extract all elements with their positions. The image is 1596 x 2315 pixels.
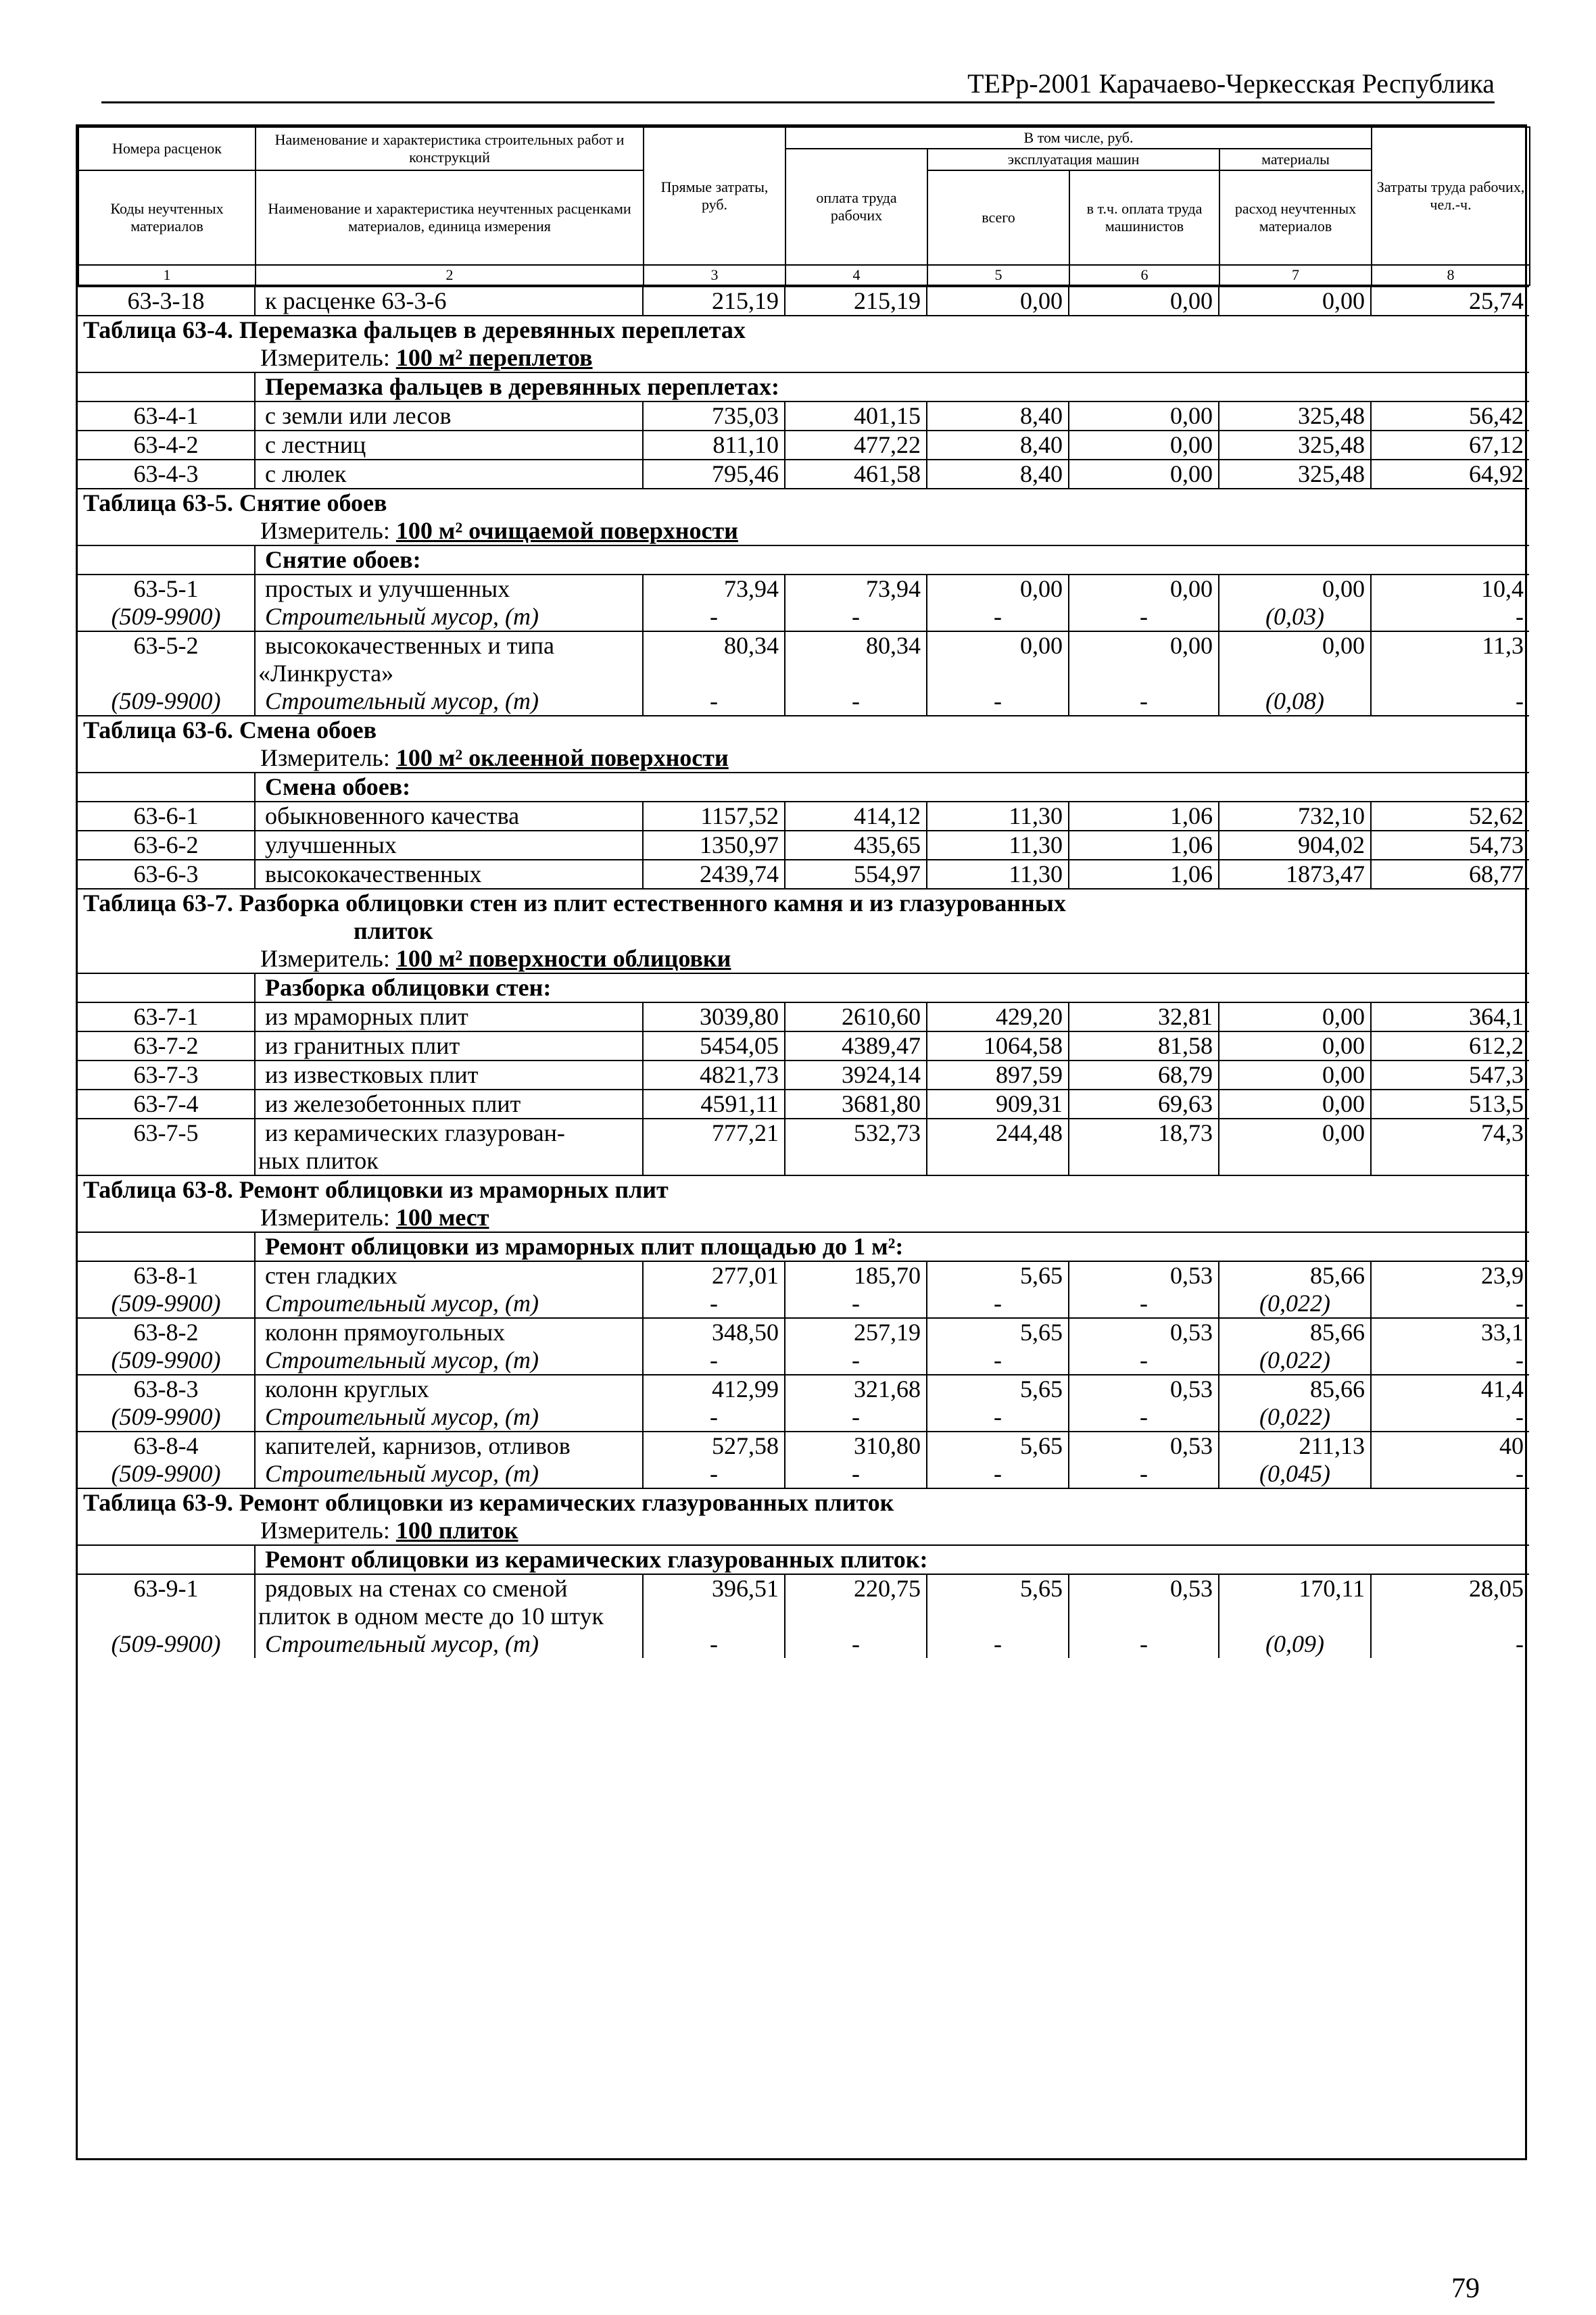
col-header-materials: материалы	[1219, 149, 1372, 170]
section-row: Разборка облицовки стен:	[78, 973, 1529, 1002]
table-row: 63-3-18 к расценке 63-3-6 215,19 215,19 0,00 0,00 0,00 25,74	[78, 287, 1529, 316]
table-title: Таблица 63-4. Перемазка фальцев в деревянных переплетах	[78, 316, 1529, 344]
table-row: 63-8-1 стен гладких 277,01 185,70 5,65 0,53 85,66 23,9	[78, 1261, 1529, 1290]
header-rule	[101, 101, 1495, 103]
col-header-including: В том числе, руб.	[785, 127, 1372, 149]
col-header-material-name: Наименование и характеристика неучтенных расценками материалов, единица измерения	[256, 170, 644, 265]
column-number-row: 1 2 3 4 5 6 7 8	[78, 265, 1530, 285]
table-row: 63-6-2 улучшенных 1350,97 435,65 11,30 1,06 904,02 54,73	[78, 831, 1529, 860]
col-header-material-codes: Коды неучтенных материалов	[78, 170, 256, 265]
table-row-continuation: плиток в одном месте до 10 штук	[78, 1603, 1529, 1630]
material-row: (509-9900) Строительный мусор, (т) - - - - (0,022) -	[78, 1346, 1529, 1375]
table-row: 63-4-1 с земли или лесов 735,03 401,15 8,40 0,00 325,48 56,42	[78, 401, 1529, 431]
table-row: 63-8-3 колонн круглых 412,99 321,68 5,65 0,53 85,66 41,4	[78, 1375, 1529, 1403]
col-header-material-use: расход неучтенных материалов	[1219, 170, 1372, 265]
section-row: Снятие обоев:	[78, 545, 1529, 575]
material-row: (509-9900) Строительный мусор, (т) - - - - (0,09) -	[78, 1630, 1529, 1658]
section-row: Смена обоев:	[78, 773, 1529, 802]
col-header-machines-total: всего	[927, 170, 1069, 265]
table-title: Таблица 63-8. Ремонт облицовки из мраморных плит	[78, 1175, 1529, 1204]
unit-line: Измеритель: 100 плиток	[260, 1516, 518, 1544]
table-row: 63-5-2 высококачественных и типа 80,34 80,34 0,00 0,00 0,00 11,3	[78, 631, 1529, 660]
table-row: 63-4-3 с люлек 795,46 461,58 8,40 0,00 325,48 64,92	[78, 460, 1529, 489]
unit-line: Измеритель: 100 м² оклеенной поверхности	[260, 744, 729, 771]
table-row: 63-6-3 высококачественных 2439,74 554,97 11,30 1,06 1873,47 68,77	[78, 860, 1529, 889]
table-row: 63-7-4 из железобетонных плит 4591,11 3681,80 909,31 69,63 0,00 513,5	[78, 1090, 1529, 1119]
table-row-continuation: «Линкруста»	[78, 660, 1529, 687]
price-table-body	[78, 286, 1529, 1658]
table-row: 63-8-4 капителей, карнизов, отливов 527,58 310,80 5,65 0,53 211,13 40	[78, 1432, 1529, 1460]
material-row: (509-9900) Строительный мусор, (т) - - - - (0,045) -	[78, 1460, 1529, 1488]
page-number: 79	[1451, 2273, 1480, 2304]
unit-line: Измеритель: 100 м² очищаемой поверхности	[260, 516, 738, 544]
column-header-table	[78, 126, 1530, 286]
col-header-rate-numbers: Номера расценок	[78, 127, 256, 170]
col-header-direct-costs: Прямые затраты, руб.	[644, 127, 785, 265]
table-title: Таблица 63-9. Ремонт облицовки из керамических глазурованных плиток	[78, 1488, 1529, 1517]
section-row: Ремонт облицовки из керамических глазурованных плиток:	[78, 1545, 1529, 1574]
table-title: Таблица 63-6. Смена обоев	[78, 716, 1529, 744]
table-row: 63-9-1 рядовых на стенах со сменой 396,51 220,75 5,65 0,53 170,11 28,05	[78, 1574, 1529, 1603]
table-row: 63-7-1 из мраморных плит 3039,80 2610,60 429,20 32,81 0,00 364,1	[78, 1002, 1529, 1031]
table-row: 63-7-2 из гранитных плит 5454,05 4389,47 1064,58 81,58 0,00 612,2	[78, 1031, 1529, 1061]
table-row: 63-7-5 из керамических глазурован- 777,21 532,73 244,48 18,73 0,00 74,3	[78, 1119, 1529, 1147]
col-header-machinist-wages: в т.ч. оплата труда машинистов	[1069, 170, 1219, 265]
table-row: 63-6-1 обыкновенного качества 1157,52 414,12 11,30 1,06 732,10 52,62	[78, 802, 1529, 831]
table-row: 63-5-1 простых и улучшенных 73,94 73,94 0,00 0,00 0,00 10,4	[78, 575, 1529, 603]
table-title: Таблица 63-7. Разборка облицовки стен из плит естественного камня и из глазурованных плиток	[78, 889, 1529, 945]
col-header-work-name: Наименование и характеристика строительных работ и конструкций	[256, 127, 644, 170]
table-row: 63-7-3 из известковых плит 4821,73 3924,14 897,59 68,79 0,00 547,3	[78, 1061, 1529, 1090]
table-row-continuation: ных плиток	[78, 1147, 1529, 1175]
table-row: 63-4-2 с лестниц 811,10 477,22 8,40 0,00 325,48 67,12	[78, 431, 1529, 460]
table-title: Таблица 63-5. Снятие обоев	[78, 489, 1529, 517]
col-header-labor-hours: Затраты труда рабочих, чел.-ч.	[1372, 127, 1530, 265]
col-header-machines: эксплуатация машин	[927, 149, 1219, 170]
section-row: Перемазка фальцев в деревянных переплетах:	[78, 372, 1529, 401]
page-header: ТЕРр-2001 Карачаево-Черкесская Республика	[967, 68, 1495, 99]
material-row: (509-9900) Строительный мусор, (т) - - - - (0,08) -	[78, 687, 1529, 716]
col-header-wages: оплата труда рабочих	[785, 149, 927, 265]
material-row: (509-9900) Строительный мусор, (т) - - - - (0,022) -	[78, 1290, 1529, 1318]
unit-line: Измеритель: 100 мест	[260, 1203, 489, 1231]
price-table-frame	[76, 124, 1527, 2160]
section-row: Ремонт облицовки из мраморных плит площадью до 1 м²:	[78, 1232, 1529, 1261]
material-row: (509-9900) Строительный мусор, (т) - - - - (0,03) -	[78, 603, 1529, 631]
table-row: 63-8-2 колонн прямоугольных 348,50 257,19 5,65 0,53 85,66 33,1	[78, 1318, 1529, 1346]
unit-line: Измеритель: 100 м² поверхности облицовки	[260, 944, 731, 972]
unit-line: Измеритель: 100 м² переплетов	[260, 343, 593, 371]
material-row: (509-9900) Строительный мусор, (т) - - - - (0,022) -	[78, 1403, 1529, 1432]
